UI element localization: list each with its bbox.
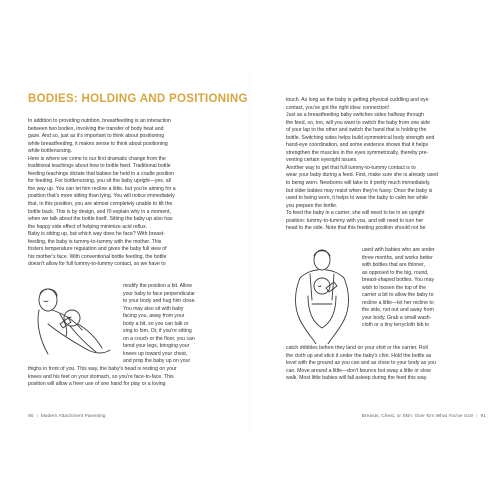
cradle-hold-illustration <box>30 284 118 364</box>
text-line: and prop the baby up on your <box>123 358 191 365</box>
text-line: body a bit, so you can talk or <box>123 320 189 327</box>
text-line: between two bodies, involving the transfer of body heat and <box>28 125 164 132</box>
running-title: Breasts, Chest, or Skin: Give 'Em What You've Got! <box>361 414 474 419</box>
left-footer <box>28 414 105 419</box>
text-line: strengthen the muscles in the eyes symmetrically, thereby pre- <box>286 149 429 156</box>
text-line: bend your legs, bringing your <box>123 343 190 350</box>
baby-carrier-drawing <box>286 248 358 344</box>
left-wrap-text <box>123 283 236 366</box>
text-line: head to the side. Note that this feeding position should not be <box>286 225 426 232</box>
text-line: knees up toward your chest, <box>123 350 188 357</box>
text-line: position will allow a freer use of one hand for play or a loving <box>28 381 166 388</box>
text-line: to your body and hug him close. <box>123 298 196 305</box>
text-line: the feed, so, too, will you want to switch the baby from one side <box>286 119 431 126</box>
text-line: to being worn. Newborns will take to it pretty much immediately, <box>286 180 431 187</box>
folio-separator: | <box>36 414 38 419</box>
text-line: your baby to face perpendicular <box>123 290 196 297</box>
text-line: while breastfeeding, it makes sense to think about positioning <box>28 140 168 147</box>
text-line: venting certain eyesight issues. <box>286 157 358 164</box>
page-number: 91 <box>480 414 486 419</box>
text-line: bottle back. This is by design, and I'll explain why in a moment, <box>28 208 171 215</box>
text-line: the cloth up and stick it under the baby's chin. Hold the bottle as <box>286 352 432 359</box>
text-line: level with the ground as you can and as close to your body as you <box>286 360 437 367</box>
running-title: Modern Attachment Parenting <box>40 414 106 419</box>
text-line: but older babies may resist when they're fussy. Once the baby is <box>286 187 433 194</box>
text-line: bottle. Switching sides helps build symmetrical body strength and <box>286 134 435 141</box>
left-main-text <box>28 118 236 269</box>
text-line: knees and his feet on your stomach, so you're face-to-face. This <box>28 373 174 380</box>
text-line: facing you, away from your <box>123 313 185 320</box>
text-line: Here is where we come to our first dramatic change from the <box>28 155 166 162</box>
text-line: traditional teachings about how to bottle feed. Traditional bottle <box>28 163 171 170</box>
text-line: recline a little—let her recline to <box>362 299 434 306</box>
section-heading: BODIES: HOLDING AND POSITIONING <box>28 93 248 105</box>
text-line: thighs in front of you. This way, the baby's head is resting on your <box>28 366 177 372</box>
text-line: You may also sit with baby <box>123 305 184 312</box>
text-line: In addition to providing nutrition, breastfeeding is an interaction <box>28 118 171 124</box>
right-main-text <box>286 97 486 233</box>
text-line: used with babies who are under <box>362 247 435 253</box>
text-line: on a couch or the floor, you can <box>123 335 195 342</box>
text-line: three months, and works better <box>362 254 433 261</box>
text-line: for feeding. For bottlenursing, you sit the baby upright—yes, all <box>28 178 171 185</box>
text-line: Just as a breastfeeding baby switches sides halfway through <box>286 112 425 119</box>
text-line: your body. Grab a small wash- <box>362 314 432 321</box>
cradle-hold-drawing <box>30 284 118 364</box>
right-footer <box>362 414 486 419</box>
text-line: hand-eye coordination, and some evidence shows that it helps <box>286 142 429 149</box>
text-line: the happy side effect of helping minimize acid reflux. <box>28 223 148 230</box>
text-line: wear your baby during a feed. First, make sure she is already used <box>286 172 439 179</box>
text-line: as opposed to the big, round, <box>362 269 429 276</box>
text-line: sing to him. Or, if you're sitting <box>123 328 192 335</box>
right-wrap-text <box>362 247 486 330</box>
text-line: position: tummy-to-tummy with you, and will need to turn her <box>286 217 424 224</box>
text-line: feeding, the baby is tummy-to-tummy with the mother. This <box>28 238 162 245</box>
text-line: cloth or a tiny terrycloth bib to <box>362 322 430 329</box>
text-line: breast-shaped bottles. You may <box>362 277 435 284</box>
text-line: Another way to get that full tummy-to-tummy contact is to <box>286 164 416 171</box>
left-bottom-text <box>28 366 236 389</box>
text-line: used to being worn, it helps to wear the baby to calm her while <box>286 195 429 202</box>
text-line: with bottles that are thinner, <box>362 262 425 269</box>
text-line: while bottlenursing. <box>28 148 73 155</box>
text-line: walk. Most little babies will fall asleep during the feed this way. <box>286 375 428 382</box>
text-line: can. Move around a little—don't bounce but sway a little or slow <box>286 367 431 374</box>
text-line: Baby is sitting up, but which way does he face? With breast- <box>28 231 165 238</box>
text-line: gaze. And so, just as it's important to think about positioning <box>28 133 165 140</box>
text-line: his mother's face. With conventional bottle feeding, the bottle <box>28 253 167 260</box>
text-line: feeding teachings dictate that babies be held in a cradle position <box>28 170 175 177</box>
text-line: fosters temperature regulation and gives the baby full view of <box>28 246 167 253</box>
text-line: position that's more sitting than lying. You will notice immediately <box>28 193 175 200</box>
text-line: modify the position a bit. Allow <box>123 283 192 289</box>
baby-carrier-illustration <box>286 248 358 344</box>
text-line: doesn't allow for full tummy-to-tummy contact, so we have to <box>28 261 166 268</box>
text-line: contact, you've got the right idea: connection! <box>286 104 390 111</box>
folio-separator: | <box>476 414 478 419</box>
text-line: touch. As long as the baby is getting physical cuddling and eye <box>286 97 429 103</box>
text-line: you prepare the bottle. <box>286 202 338 209</box>
text-line: the way up. You can let him recline a little, but you're aiming for a <box>28 185 176 192</box>
text-line: of your lap to the other and switch the hand that is holding the <box>286 127 427 134</box>
text-line: carrier a bit to allow the baby to <box>362 292 434 299</box>
right-page <box>250 0 500 500</box>
text-line: when we talk about the bottle itself. Sitting the baby up also has <box>28 216 173 223</box>
text-line: the side, not out and away from <box>362 307 434 314</box>
page-number: 90 <box>28 414 34 419</box>
text-line: To feed the baby in a carrier, she will need to be in an upright <box>286 210 425 217</box>
text-line: that, in this position, you are almost completely unable to tilt the <box>28 201 173 208</box>
text-line: catch dribbles before they land on your shirt or the carrier. Roll <box>286 345 428 351</box>
right-bottom-text <box>286 345 486 383</box>
text-line: wish to loosen the top of the <box>362 284 427 291</box>
